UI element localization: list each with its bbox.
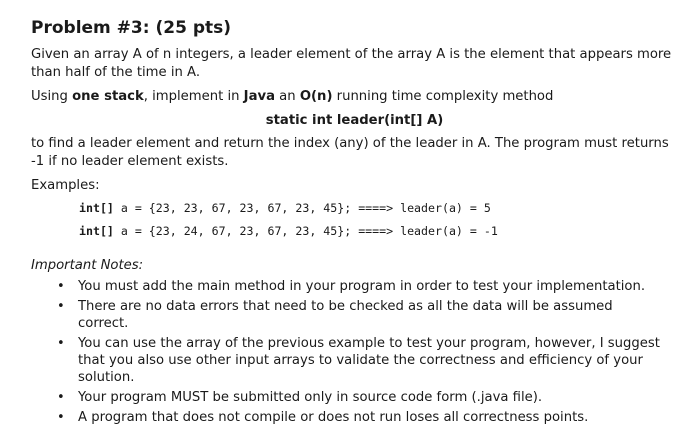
usage-text: running time complexity method: [332, 89, 554, 104]
description-paragraph: to find a leader element and return the index (any) of the leader in A. The program must returns -1 if no leader element exists.: [31, 136, 669, 169]
examples-label: Examples:: [31, 178, 100, 193]
note-text: There are no data errors that need to be checked as all the data will be assumed correct.: [78, 299, 613, 331]
note-text: You must add the main method in your program in order to test your implementation.: [78, 279, 646, 294]
usage-text: an: [274, 89, 300, 104]
notes-list: [31, 278, 678, 426]
usage-text: , implement in: [143, 89, 244, 104]
intro-paragraph: Given an array A of n integers, a leader element of the array A is the element that appears more than half of the time in A.: [31, 47, 672, 80]
code-rest: a = {23, 24, 67, 23, 67, 23, 45}; ====> leader(a) = -1: [113, 224, 498, 238]
usage-bold-complexity: O(n): [299, 89, 333, 104]
list-item: [57, 278, 678, 295]
list-item: [57, 409, 678, 426]
problem-title: Problem #3: (25 pts): [31, 18, 231, 38]
bullet-icon: •: [57, 410, 65, 425]
method-signature: static int leader(int[] A): [265, 113, 444, 128]
bullet-icon: •: [57, 299, 65, 314]
bullet-icon: •: [57, 336, 65, 351]
code-type: int[]: [79, 201, 114, 215]
bullet-icon: •: [57, 279, 65, 294]
note-text: Your program MUST be submitted only in source code form (.java file).: [78, 390, 543, 405]
note-text: A program that does not compile or does not run loses all correctness points.: [78, 410, 589, 425]
notes-title: Important Notes:: [31, 258, 144, 273]
list-item: [57, 335, 678, 386]
code-type: int[]: [79, 224, 114, 238]
usage-bold-java: Java: [243, 89, 275, 104]
list-item: [57, 298, 678, 332]
code-example-2: [79, 220, 678, 243]
note-text: You can use the array of the previous example to test your program, however, I suggest that you also use other input arrays to validate the correctness and efficiency of your solution.: [78, 336, 660, 385]
code-example-1: [79, 197, 678, 220]
code-rest: a = {23, 23, 67, 23, 67, 23, 45}; ====> leader(a) = 5: [113, 201, 491, 215]
usage-bold-one-stack: one stack: [72, 89, 144, 104]
usage-text: Using: [31, 89, 73, 104]
list-item: [57, 389, 678, 406]
usage-paragraph: [31, 88, 678, 106]
bullet-icon: •: [57, 390, 65, 405]
